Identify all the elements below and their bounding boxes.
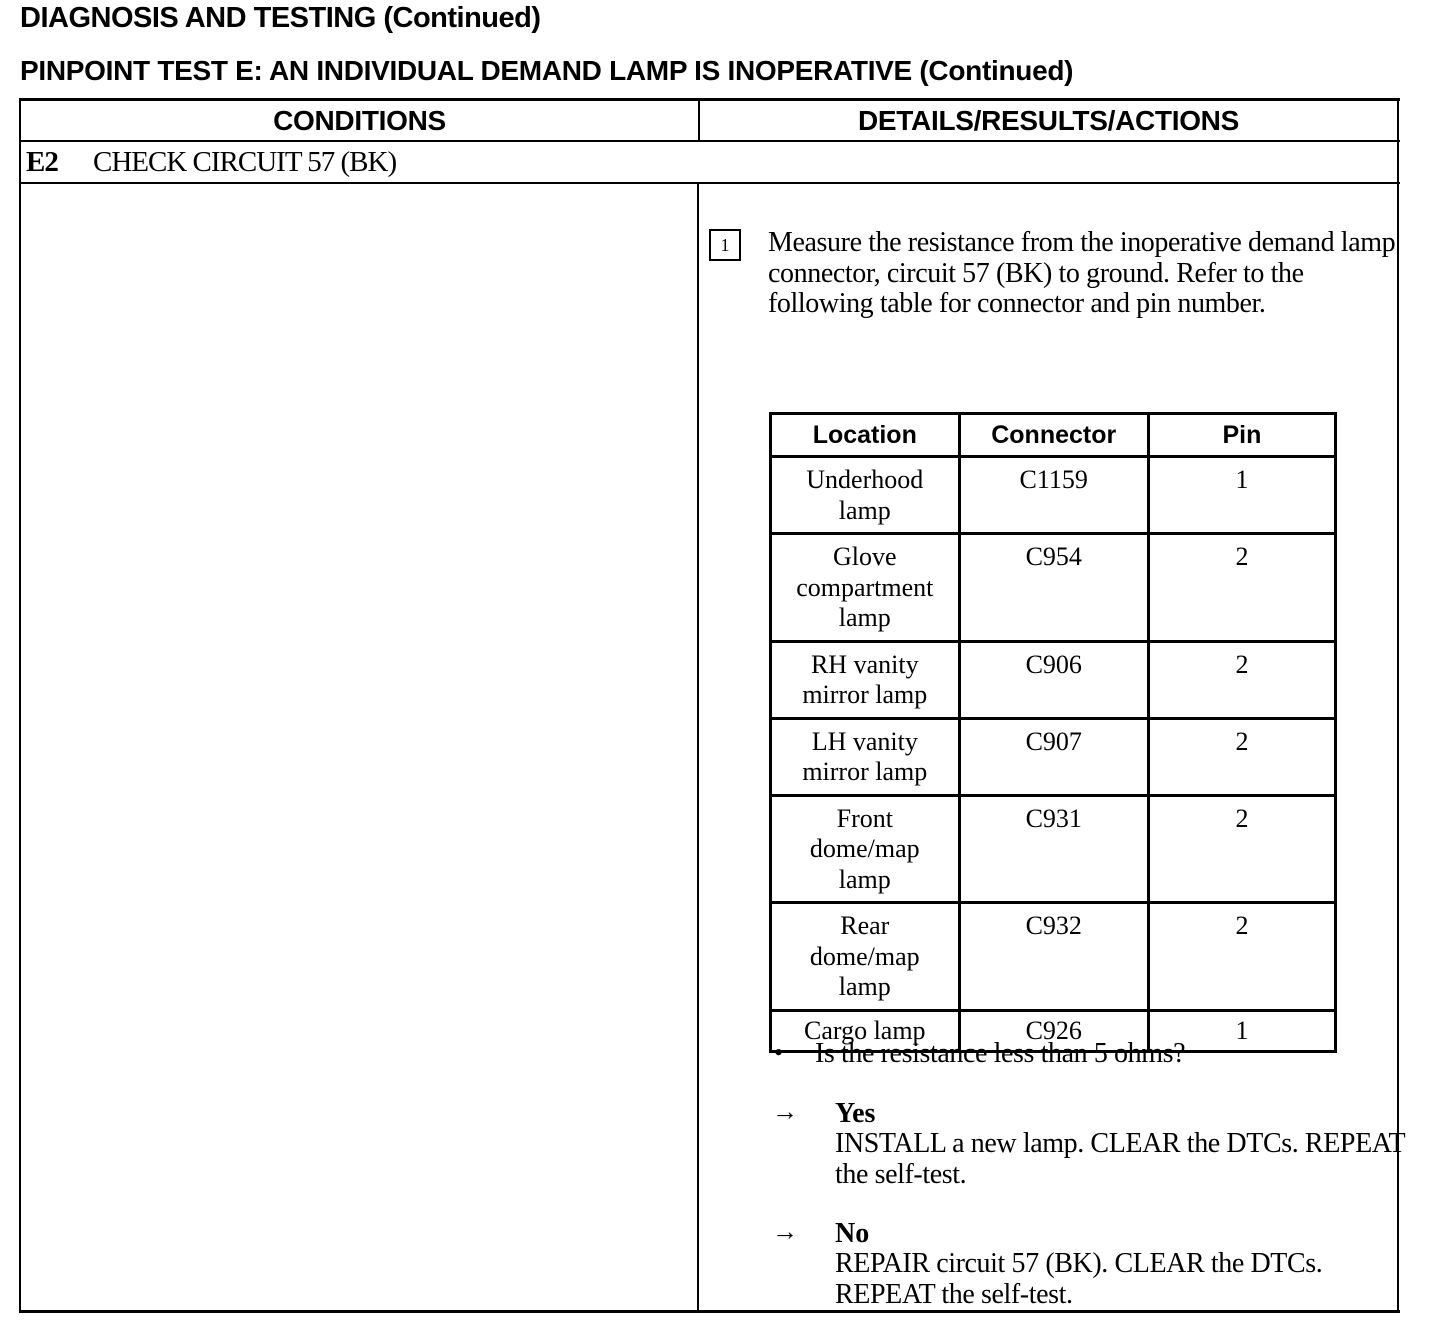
pin-cell: 2 (1148, 903, 1335, 1011)
conditions-column-header: CONDITIONS (273, 105, 446, 136)
yes-arrow-icon: → (772, 1097, 798, 1126)
connector-cell: C907 (959, 718, 1148, 795)
step-id: E2 (26, 146, 58, 178)
location-cell: Underhood lamp (771, 457, 960, 534)
bullet-icon: • (774, 1038, 784, 1067)
yes-action: INSTALL a new lamp. CLEAR the DTCs. REPEAT the self-test. (835, 1128, 1405, 1190)
connector-cell: C932 (959, 903, 1148, 1011)
location-cell: RH vanity mirror lamp (771, 641, 960, 718)
yes-label: Yes (835, 1098, 876, 1129)
frame-bottom-border (19, 1310, 1400, 1313)
table-row (771, 795, 1336, 903)
connector-cell: C906 (959, 641, 1148, 718)
connector-cell: C931 (959, 795, 1148, 903)
connector-pin-table (769, 412, 1337, 1053)
pin-cell: 2 (1148, 718, 1335, 795)
no-action: REPAIR circuit 57 (BK). CLEAR the DTCs. REPEAT the self-test. (835, 1248, 1323, 1310)
location-column-header: Location (771, 414, 960, 457)
pin-column-header: Pin (1148, 414, 1335, 457)
test-question: Is the resistance less than 5 ohms? (815, 1038, 1186, 1069)
table-row (771, 641, 1336, 718)
location-cell: LH vanity mirror lamp (771, 718, 960, 795)
details-column-header: DETAILS/RESULTS/ACTIONS (858, 105, 1239, 136)
table-header-row (771, 414, 1336, 457)
location-cell: Glove compartment lamp (771, 534, 960, 642)
step-row-divider (19, 182, 1400, 184)
pin-cell: 1 (1148, 1010, 1335, 1052)
step-instruction: Measure the resistance from the inoperative demand lamp connector, circuit 57 (BK) to ground. Refer to the following table for connector and pin number. (768, 227, 1396, 319)
pin-cell: 2 (1148, 795, 1335, 903)
no-arrow-icon: → (772, 1217, 798, 1246)
table-row (771, 903, 1336, 1011)
pin-cell: 1 (1148, 457, 1335, 534)
connector-cell: C1159 (959, 457, 1148, 534)
location-cell: Front dome/map lamp (771, 795, 960, 903)
page-title: DIAGNOSIS AND TESTING (Continued) (20, 2, 541, 34)
body-column-divider (697, 182, 699, 1312)
table-row (771, 457, 1336, 534)
table-row (771, 718, 1336, 795)
connector-cell: C954 (959, 534, 1148, 642)
step-title: CHECK CIRCUIT 57 (BK) (93, 146, 397, 178)
pin-cell: 2 (1148, 641, 1335, 718)
step-number-box: 1 (709, 229, 741, 261)
pin-cell: 2 (1148, 534, 1335, 642)
location-cell: Rear dome/map lamp (771, 903, 960, 1011)
frame-top-border (19, 98, 1400, 101)
table-row (771, 534, 1336, 642)
header-divider (19, 140, 1400, 142)
connector-column-header: Connector (959, 414, 1148, 457)
pinpoint-test-title: PINPOINT TEST E: AN INDIVIDUAL DEMAND LAMP IS INOPERATIVE (Continued) (20, 55, 1074, 86)
connector-cell: C926 (959, 1010, 1148, 1052)
frame-left-border (19, 98, 21, 1313)
no-label: No (835, 1218, 870, 1249)
location-cell: Cargo lamp (771, 1010, 960, 1052)
